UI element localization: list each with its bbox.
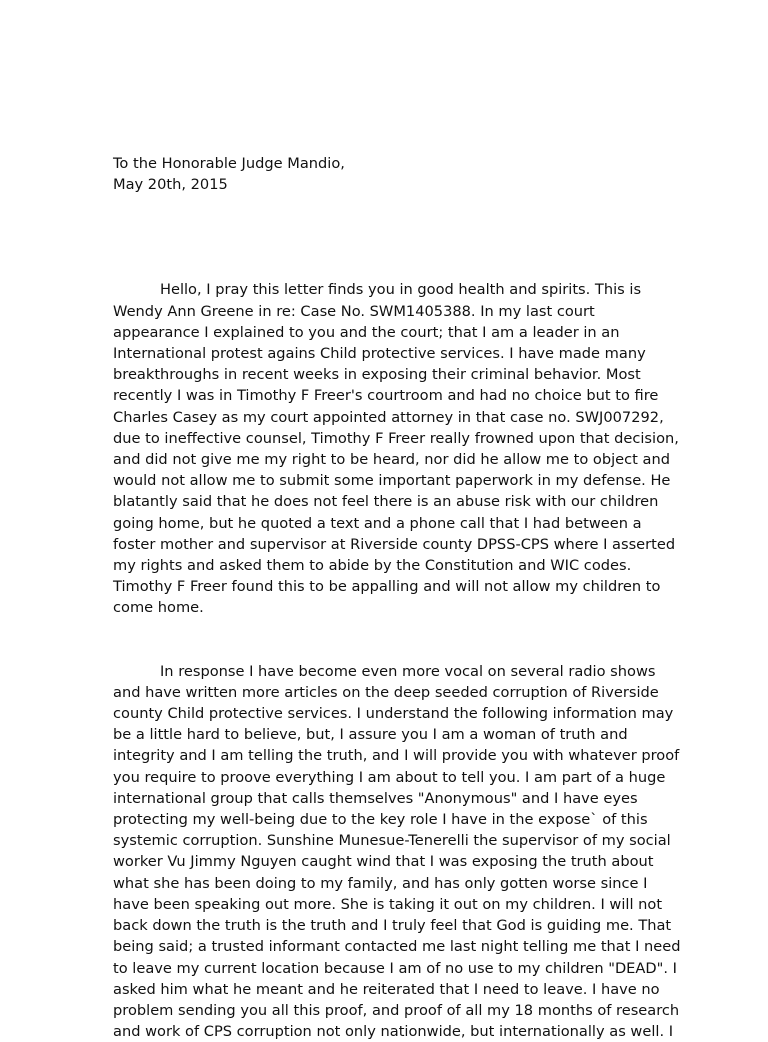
paragraph-1 [113, 279, 679, 618]
paragraph-line: protecting my well-being due to the key role I have in the expose` of this [113, 811, 648, 829]
paragraph-line: asked him what he meant and he reiterated that I need to leave. I have no [113, 980, 660, 998]
paragraph-line: back down the truth is the truth and I truly feel that God is guiding me. That [113, 917, 672, 935]
paragraph-line: recently I was in Timothy F Freer's courtroom and had no choice but to fire [113, 387, 659, 405]
paragraph-line: systemic corruption. Sunshine Munesue-Tenerelli the supervisor of my social [113, 832, 671, 850]
paragraph-line: being said; a trusted informant contacted me last night telling me that I need [113, 938, 681, 956]
spacer [113, 237, 658, 279]
paragraph-line: would not allow me to submit some important paperwork in my defense. He [113, 472, 671, 490]
paragraph-line: due to ineffective counsel, Timothy F Freer really frowned upon that decision, [113, 429, 679, 447]
paragraph-line: and work of CPS corruption not only nationwide, but internationally as well. I [113, 1023, 674, 1041]
paragraph-line: breakthroughs in recent weeks in exposing their criminal behavior. Most [113, 366, 641, 384]
paragraph-line: problem sending you all this proof, and proof of all my 18 months of research [113, 1001, 680, 1019]
paragraph-line: integrity and I am telling the truth, and I will provide you with whatever proof [113, 747, 680, 765]
paragraph-line: have been speaking out more. She is taking it out on my children. I will not [113, 895, 663, 913]
paragraph-line: to leave my current location because I am of no use to my children "DEAD". I [113, 959, 677, 977]
paragraph-line: foster mother and supervisor at Riverside county DPSS-CPS where I asserted [113, 535, 676, 553]
paragraph-2 [113, 661, 681, 1042]
paragraph-line: what she has been doing to my family, and has only gotten worse since I [113, 874, 648, 892]
paragraph-line: my rights and asked them to abide by the Constitution and WIC codes. [113, 557, 632, 575]
letter-date: May 20th, 2015 [113, 176, 228, 194]
paragraph-line: international group that calls themselves "Anonymous" and I have eyes [113, 789, 638, 807]
paragraph-line: be a little hard to believe, but, I assure you I am a woman of truth and [113, 726, 628, 744]
salutation: To the Honorable Judge Mandio, [113, 155, 345, 172]
paragraph-line: you require to proove everything I am about to tell you. I am part of a huge [113, 768, 666, 786]
paragraph-line: Charles Casey as my court appointed attorney in that case no. SWJ007292, [113, 408, 664, 426]
paragraph-line: Wendy Ann Greene in re: Case No. SWM1405388. In my last court [113, 302, 595, 320]
paragraph-line: International protest agains Child protective services. I have made many [113, 345, 646, 363]
paragraph-line: and did not give me my right to be heard, nor did he allow me to object and [113, 451, 670, 469]
paragraph-line: Hello, I pray this letter finds you in good health and spirits. This is [160, 281, 642, 299]
paragraph-line: come home. [113, 599, 204, 617]
paragraph-line: worker Vu Jimmy Nguyen caught wind that I was exposing the truth about [113, 853, 654, 871]
paragraph-line: going home, but he quoted a text and a phone call that I had between a [113, 514, 642, 532]
paragraph-line: In response I have become even more vocal on several radio shows [160, 662, 656, 680]
spacer [113, 195, 658, 237]
spacer [113, 619, 658, 661]
paragraph-line: Timothy F Freer found this to be appalling and will not allow my children to [113, 578, 661, 596]
paragraph-line: and have written more articles on the deep seeded corruption of Riverside [113, 683, 659, 701]
paragraph-line: county Child protective services. I understand the following information may [113, 705, 674, 723]
paragraph-line: blatantly said that he does not feel there is an abuse risk with our children [113, 493, 659, 511]
letter-body [113, 153, 681, 1042]
paragraph-line: appearance I explained to you and the court; that I am a leader in an [113, 323, 620, 341]
